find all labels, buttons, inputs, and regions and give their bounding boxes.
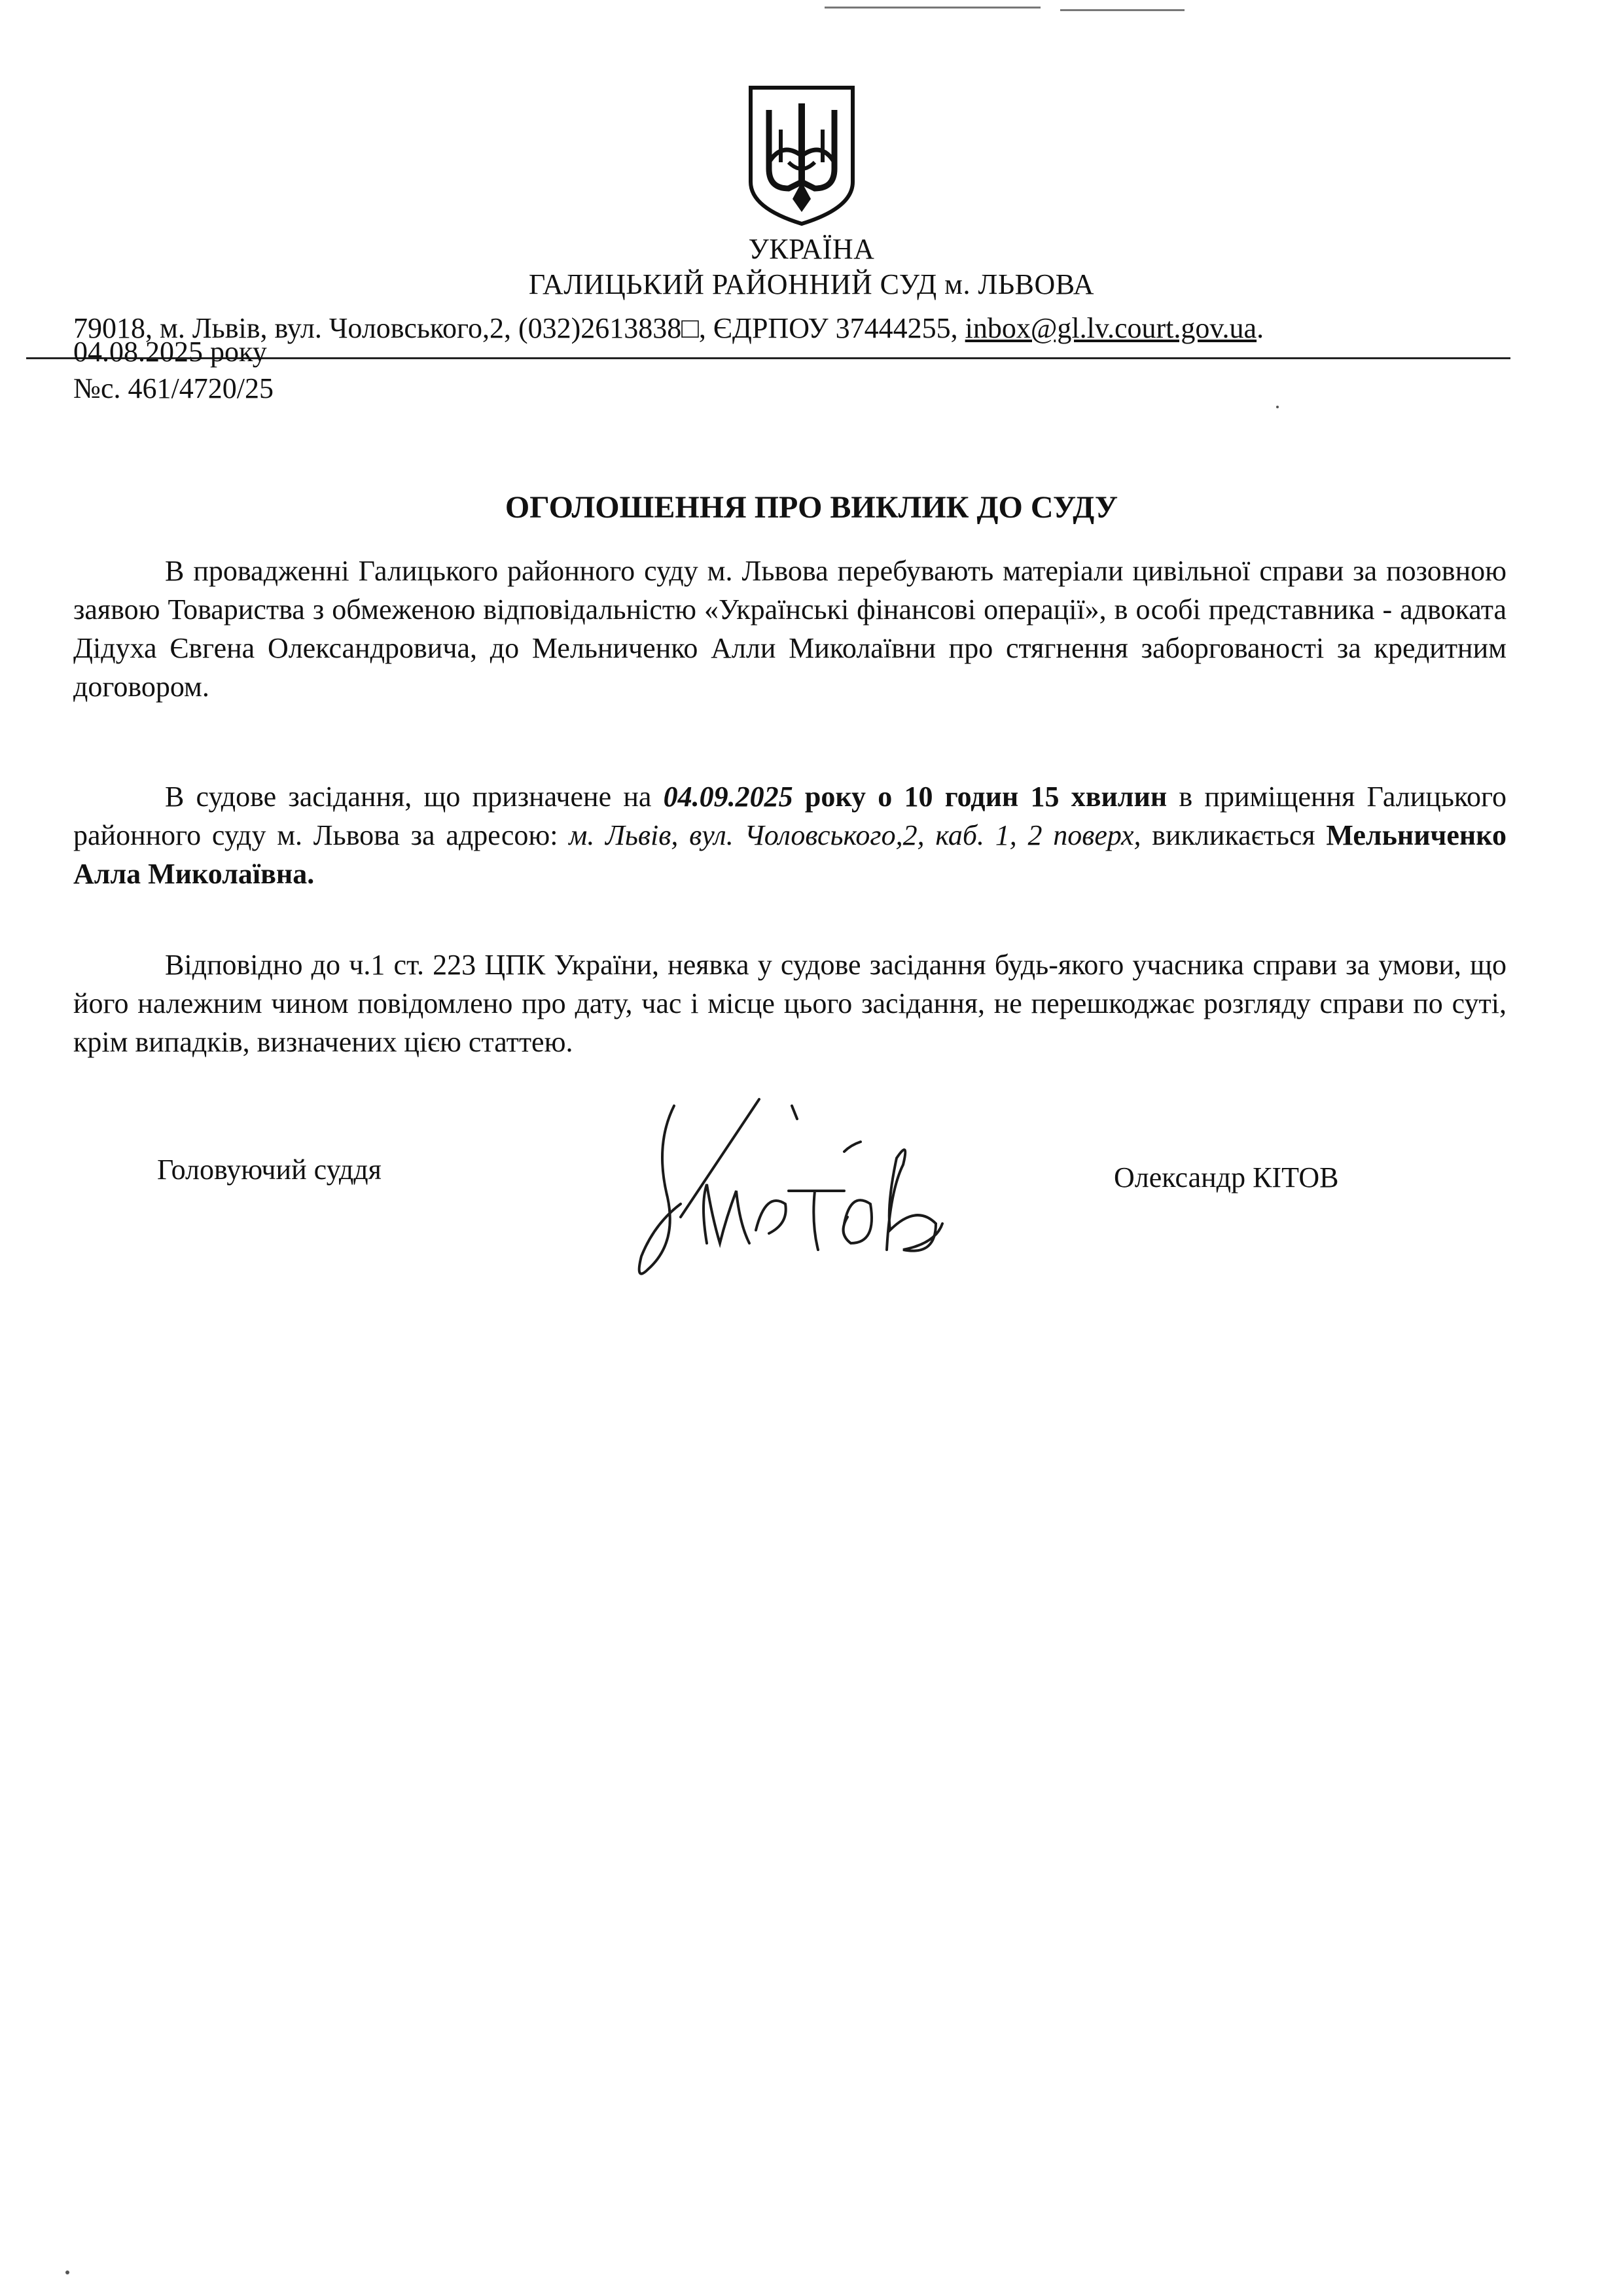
hearing-address: м. Львів, вул. Чоловського,2, каб. 1, 2 поверх, bbox=[569, 819, 1141, 851]
paragraph-proceedings-text: В провадженні Галицького районного суду м. Львова перебувають матеріали цивільної справи за позовною заявою Товариства з обмеженою відповідальністю «Українські фінансові операції», в особі представника - адвоката Дідуха Євгена Олександровича, до Мельниченко Алли Миколаївни про стягнення заборгованості за кредитним договором. bbox=[73, 555, 1507, 703]
hearing-text-summons: викликається bbox=[1141, 819, 1327, 851]
signer-role: Головуючий суддя bbox=[157, 1154, 382, 1186]
court-address-line bbox=[73, 311, 1474, 345]
scan-artifact-line bbox=[1060, 9, 1185, 11]
hearing-text-location: в приміщення Галицького районного суду м. Львова за адресою: bbox=[73, 781, 1507, 851]
scan-artifact-dot bbox=[65, 2270, 69, 2274]
paragraph-legal-basis-text: Відповідно до ч.1 ст. 223 ЦПК України, неявка у судове засідання будь-якого учасника справи за умови, що його належним чином повідомлено про дату, час і місце цього засідання, не перешкоджає розгляду справи по суті, крім випадків, визначених цією статтею. bbox=[73, 949, 1507, 1058]
signer-name: Олександр КІТОВ bbox=[1114, 1161, 1339, 1193]
hearing-date: 04.09.2025 bbox=[663, 781, 793, 813]
paragraph-legal-basis bbox=[73, 945, 1507, 1061]
scan-artifact-dot bbox=[1276, 406, 1279, 408]
document-date: 04.08.2025 року bbox=[73, 336, 267, 368]
summoned-person-name: Мельниченко Алла Миколаївна. bbox=[73, 819, 1507, 890]
hearing-time: року о 10 годин 15 хвилин bbox=[793, 781, 1168, 813]
case-number: №с. 461/4720/25 bbox=[73, 372, 274, 404]
document-title: ОГОЛОШЕННЯ ПРО ВИКЛИК ДО СУДУ bbox=[505, 490, 1118, 525]
country-name: УКРАЇНА bbox=[748, 233, 875, 265]
tryzub-coat-of-arms-icon bbox=[743, 84, 861, 228]
court-email-link[interactable]: inbox@gl.lv.court.gov.ua bbox=[965, 312, 1257, 344]
court-email-suffix: . bbox=[1257, 312, 1264, 344]
paragraph-proceedings bbox=[73, 552, 1507, 706]
handwritten-signature bbox=[628, 1093, 969, 1289]
court-name: ГАЛИЦЬКИЙ РАЙОННИЙ СУД м. ЛЬВОВА bbox=[528, 268, 1095, 300]
scan-artifact-line bbox=[825, 7, 1041, 9]
hearing-text-intro: В судове засідання, що призначене на bbox=[165, 781, 664, 813]
paragraph-hearing bbox=[73, 777, 1507, 893]
court-address: 79018, м. Львів, вул. Чоловського,2, (032)2613838□, ЄДРПОУ 37444255, bbox=[73, 312, 965, 344]
